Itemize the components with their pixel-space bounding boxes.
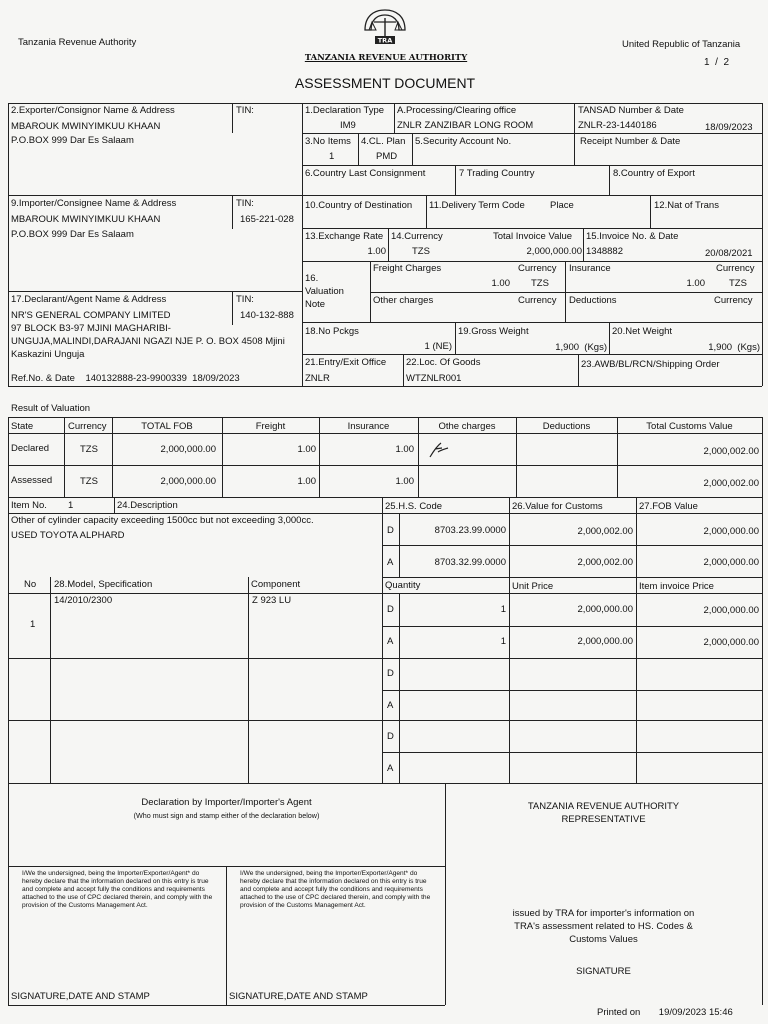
receipt-label: Receipt Number & Date (580, 136, 681, 147)
assessed-total: 2,000,002.00 (703, 478, 759, 489)
office-value: ZNLR ZANZIBAR LONG ROOM (397, 120, 534, 131)
total-invoice-label: Total Invoice Value (493, 231, 573, 242)
customs-declared: 2,000,002.00 (577, 526, 633, 537)
insurance-value: 1.00 (686, 278, 705, 289)
tansad-number: ZNLR-23-1440186 (578, 120, 657, 131)
declared-total: 2,000,002.00 (703, 446, 759, 457)
packages-label: 18.No Pckgs (305, 326, 359, 337)
country-last-label: 6.Country Last Consignment (305, 168, 426, 179)
exporter-label: 2.Exporter/Consignor Name & Address (11, 105, 175, 116)
tra-note-1: issued by TRA for importer's information on (512, 908, 695, 919)
col-total-customs: Total Customs Value (646, 421, 733, 432)
declaration-title: Declaration by Importer/Importer's Agent (141, 797, 312, 808)
line-flag: D (387, 604, 394, 615)
line-component: Z 923 LU (252, 595, 292, 606)
col-deductions: Deductions (542, 421, 591, 432)
line-model: 14/2010/2300 (54, 595, 113, 606)
valuation-title: Result of Valuation (11, 403, 91, 414)
assessed-currency: TZS (80, 476, 98, 487)
hs-code-declared: 8703.23.99.0000 (434, 525, 506, 536)
line-flag: A (387, 700, 394, 711)
tra-rep-title-2: REPRESENTATIVE (561, 814, 646, 825)
line-qty: 1 (500, 604, 506, 615)
republic-name: United Republic of Tanzania (622, 39, 741, 50)
authority-name: Tanzania Revenue Authority (18, 37, 137, 48)
declared-currency: TZS (80, 444, 98, 455)
exporter-name: MBAROUK MWINYIMKUU KHAAN (11, 121, 161, 132)
freight-charges-value: 1.00 (491, 278, 510, 289)
description-line-2: USED TOYOTA ALPHARD (11, 530, 125, 541)
assessed-insurance: 1.00 (395, 476, 414, 487)
cl-plan-label: 4.CL. Plan (361, 136, 406, 147)
description-label: 24.Description (117, 500, 178, 511)
importer-label: 9.Importer/Consignee Name & Address (11, 198, 177, 209)
page-number: 1 / 2 (704, 57, 730, 68)
line-qty: 1 (500, 636, 506, 647)
col-insurance: Insurance (347, 421, 390, 432)
fob-declared: 2,000,000.00 (703, 526, 759, 537)
customs-value-label: 26.Value for Customs (512, 501, 603, 512)
net-weight-value: 1,900 (Kgs) (708, 342, 760, 353)
net-weight-label: 20.Net Weight (612, 326, 673, 337)
line-flag: D (387, 731, 394, 742)
logo-text: TRA (377, 36, 393, 45)
declarant-tin-label: TIN: (236, 294, 254, 305)
valuation-label-2: Valuation (305, 286, 344, 297)
invoice-label: 15.Invoice No. & Date (586, 231, 679, 242)
office-label: A.Processing/Clearing office (397, 105, 517, 116)
loc-goods-value: WTZNLR001 (406, 373, 462, 384)
line-no: 1 (30, 619, 36, 630)
no-items-label: 3.No Items (305, 136, 351, 147)
tra-rep-title-1: TANZANIA REVENUE AUTHORITY (527, 801, 680, 812)
cl-plan-value: PMD (376, 151, 398, 162)
gross-weight-value: 1,900 (Kgs) (555, 342, 607, 353)
freight-currency-label: Currency (518, 263, 557, 274)
insurance-currency-value: TZS (729, 278, 747, 289)
declarant-address-1: 97 BLOCK B3-97 MJINI MAGHARIBI- (11, 323, 171, 334)
declaration-text-2: I/We the undersigned, being the Importer/Exporter/Agent* do hereby declare that the information declared on this entry is true and complete and accept fully the conditions and requirements attached to the use of CPC declared therein, and comply with the provision of the Customs Management Act. (240, 870, 431, 909)
page-title: ASSESSMENT DOCUMENT (294, 75, 476, 91)
exporter-address: P.O.BOX 999 Dar Es Salaam (11, 135, 134, 146)
declarant-tin-value: 140-132-888 (240, 310, 294, 321)
handwritten-mark-icon (428, 440, 450, 460)
exporter-tin-label: TIN: (236, 105, 254, 116)
trading-country-label: 7 Trading Country (459, 168, 535, 179)
tra-signature-label: SIGNATURE (576, 966, 631, 977)
gross-weight-label: 19.Gross Weight (458, 326, 529, 337)
col-total-fob: TOTAL FOB (141, 421, 193, 432)
line-unit-price: 2,000,000.00 (577, 604, 633, 615)
other-currency-label: Currency (518, 295, 557, 306)
fob-value-label: 27.FOB Value (639, 501, 698, 512)
entry-office-label: 21.Entry/Exit Office (305, 357, 387, 368)
place-label: Place (550, 200, 574, 211)
declarant-name: NR'S GENERAL COMPANY LIMITED (11, 310, 171, 321)
item-no-label: Item No. (11, 500, 47, 511)
col-unit-price: Unit Price (512, 581, 554, 592)
declared-freight: 1.00 (297, 444, 316, 455)
col-model: 28.Model, Specification (54, 579, 153, 590)
tra-note-2: TRA's assessment related to HS. Codes & (514, 921, 693, 932)
hs-code-assessed: 8703.32.99.0000 (434, 557, 506, 568)
insurance-currency-label: Currency (716, 263, 755, 274)
importer-tin-label: TIN: (236, 198, 254, 209)
col-state: State (11, 421, 34, 432)
assessed-fob: 2,000,000.00 (160, 476, 216, 487)
freight-charges-label: Freight Charges (373, 263, 442, 274)
loc-goods-label: 22.Loc. Of Goods (406, 357, 481, 368)
importer-name: MBAROUK MWINYIMKUU KHAAN (11, 214, 161, 225)
line-unit-price: 2,000,000.00 (577, 636, 633, 647)
valuation-label-1: 16. (305, 273, 319, 284)
invoice-date: 20/08/2021 (705, 248, 753, 259)
item-no-value: 1 (68, 500, 74, 511)
fob-assessed: 2,000,000.00 (703, 557, 759, 568)
col-component: Component (251, 579, 301, 590)
security-label: 5.Security Account No. (415, 136, 512, 147)
deductions-label: Deductions (569, 295, 617, 306)
assessed-state: Assessed (11, 475, 53, 486)
line-flag: D (387, 668, 394, 679)
line-flag: A (387, 636, 394, 647)
col-quantity: Quantity (385, 580, 421, 591)
destination-label: 10.Country of Destination (305, 200, 413, 211)
freight-currency-value: TZS (531, 278, 549, 289)
tra-logo-icon (362, 8, 408, 50)
declaration-text-1: I/We the undersigned, being the Importer/Exporter/Agent* do hereby declare that the information declared on this entry is true and complete and accept fully the conditions and requirements attached to the use of CPC declared therein, and comply with the provision of the Customs Management Act. (22, 870, 213, 909)
declarant-address-2: UNGUJA,MALINDI,DARAJANI NGAZI NJE P. O. BOX 4508 Mjini (11, 336, 285, 347)
declared-fob: 2,000,000.00 (160, 444, 216, 455)
export-country-label: 8.Country of Export (613, 168, 695, 179)
col-no: No (24, 579, 37, 590)
declaration-type-label: 1.Declaration Type (305, 105, 385, 116)
signature-label-2: SIGNATURE,DATE AND STAMP (229, 991, 368, 1002)
importer-tin-value: 165-221-028 (240, 214, 294, 225)
declared-insurance: 1.00 (395, 444, 414, 455)
declarant-address-3: Kaskazini Unguja (11, 349, 85, 360)
delivery-term-label: 11.Delivery Term Code (429, 200, 525, 211)
hs-flag-d: D (387, 525, 394, 536)
currency-value: TZS (412, 246, 430, 257)
line-flag: A (387, 763, 394, 774)
col-other-charges: Othe charges (438, 421, 496, 432)
total-invoice-value: 2,000,000.00 (526, 246, 582, 257)
tansad-label: TANSAD Number & Date (578, 105, 684, 116)
ref-line: Ref.No. & Date 140132888-23-9900339 18/09/2023 (11, 373, 240, 384)
packages-value: 1 (NE) (424, 341, 452, 352)
printed-on: Printed on 19/09/2023 15:46 (597, 1007, 733, 1018)
nat-of-trans-label: 12.Nat of Trans (654, 200, 719, 211)
hs-flag-a: A (387, 557, 394, 568)
currency-label: 14.Currency (391, 231, 443, 242)
valuation-label-3: Note (305, 299, 326, 310)
entry-office-value: ZNLR (305, 373, 330, 384)
exchange-rate-value: 1.00 (367, 246, 386, 257)
tra-note-3: Customs Values (569, 934, 638, 945)
col-currency: Currency (68, 421, 107, 432)
declared-state: Declared (11, 443, 50, 454)
line-price: 2,000,000.00 (703, 637, 759, 648)
awb-label: 23.AWB/BL/RCN/Shipping Order (581, 359, 720, 370)
declaration-subtitle: (Who must sign and stamp either of the declaration below) (133, 811, 320, 820)
tansad-date: 18/09/2023 (705, 122, 753, 133)
other-charges-label: Other charges (373, 295, 434, 306)
col-item-invoice: Item invoice Price (639, 581, 714, 592)
line-price: 2,000,000.00 (703, 605, 759, 616)
customs-assessed: 2,000,002.00 (577, 557, 633, 568)
insurance-label: Insurance (569, 263, 611, 274)
description-line-1: Other of cylinder capacity exceeding 1500cc but not exceeding 3,000cc. (11, 515, 314, 526)
declaration-type-value: IM9 (340, 120, 356, 131)
declarant-label: 17.Declarant/Agent Name & Address (11, 294, 167, 305)
deductions-currency-label: Currency (714, 295, 753, 306)
exchange-rate-label: 13.Exchange Rate (305, 231, 384, 242)
assessed-freight: 1.00 (297, 476, 316, 487)
logo-caption: TANZANIA REVENUE AUTHORITY (304, 52, 468, 62)
col-freight: Freight (255, 421, 286, 432)
invoice-number: 1348882 (586, 246, 623, 257)
signature-label-1: SIGNATURE,DATE AND STAMP (11, 991, 150, 1002)
no-items-value: 1 (329, 151, 335, 162)
hs-code-label: 25.H.S. Code (385, 501, 443, 512)
importer-address: P.O.BOX 999 Dar Es Salaam (11, 229, 134, 240)
